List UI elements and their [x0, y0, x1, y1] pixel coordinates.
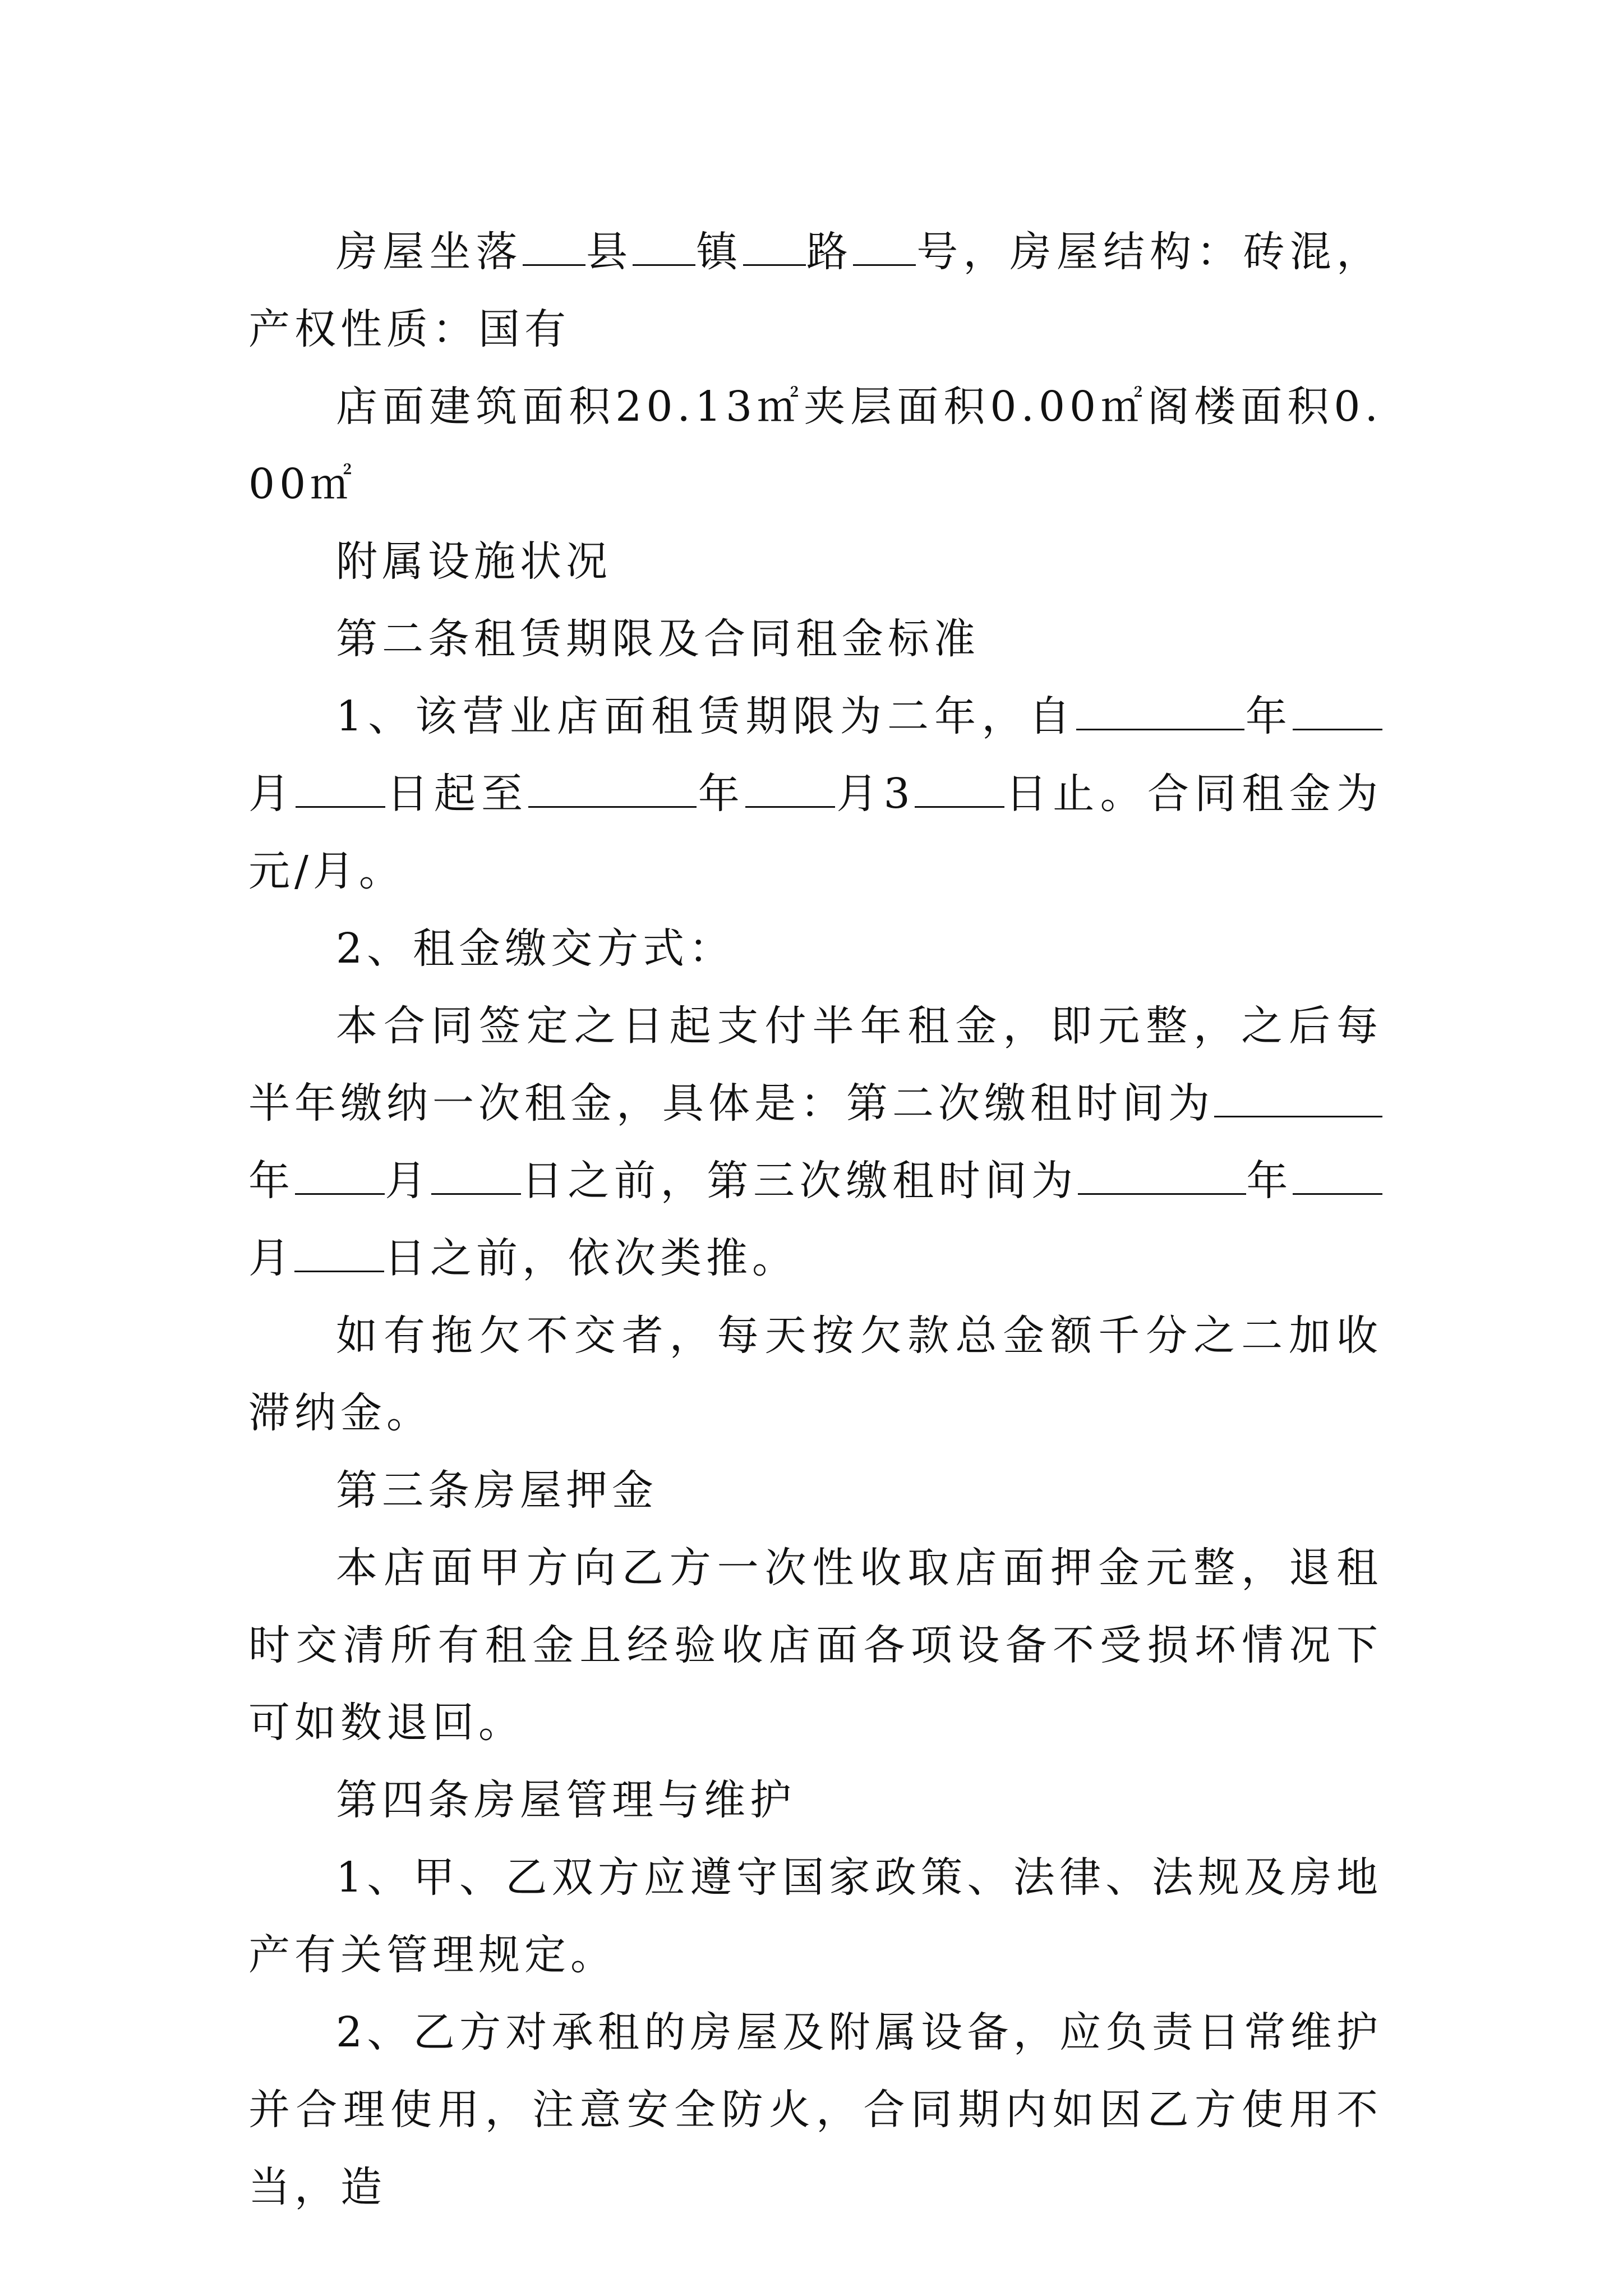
text: 月: [248, 770, 296, 818]
paragraph-maintenance: 2、乙方对承租的房屋及附属设备，应负责日常维护并合理使用，注意安全防火，合同期内如因乙方使用不当，造: [248, 2008, 1382, 2211]
paragraph-area: 店面建筑面积20.13㎡夹层面积0.00㎡阁楼面积0.00㎡: [248, 383, 1382, 508]
text: 日之前，第三次缴租时间为: [521, 1157, 1078, 1205]
text: 日之前，依次类推。: [384, 1234, 798, 1282]
text: 路: [805, 228, 854, 276]
blank-underline: [743, 229, 806, 266]
blank-underline: [295, 1158, 385, 1195]
paragraph-compliance: 1、甲、乙双方应遵守国家政策、法律、法规及房地产有关管理规定。: [248, 1853, 1382, 1979]
paragraph-deposit: 本店面甲方向乙方一次性收取店面押金元整，退租时交清所有租金且经验收店面各项设备不受损坏情况下可如数退回。: [248, 1544, 1382, 1747]
text: 本合同签定之日起支付半年租金，即元整，之后每半年缴纳一次租金，具体是：第二次缴租时间为: [248, 1002, 1382, 1128]
document-body: [248, 213, 1382, 2226]
text: 月: [384, 1157, 432, 1205]
blank-underline: [523, 229, 585, 266]
text: 年: [697, 770, 746, 818]
blank-underline: [915, 771, 1004, 808]
blank-underline: [1214, 1081, 1382, 1117]
text: 镇: [695, 228, 743, 276]
blank-underline: [296, 771, 385, 808]
paragraph-facilities: 附属设施状况: [336, 537, 612, 586]
blank-underline: [633, 229, 695, 266]
heading-article-2: 第二条租赁期限及合同租金标准: [336, 615, 980, 663]
paragraph-property-location: [248, 213, 1382, 368]
blank-underline: [1293, 1158, 1382, 1195]
blank-underline: [528, 771, 697, 808]
blank-underline: [1076, 694, 1244, 730]
text: 1、该营业店面租赁期限为二年，自: [336, 692, 1076, 740]
blank-underline: [1293, 694, 1382, 730]
paragraph-late-fee: 如有拖欠不交者，每天按欠款总金额千分之二加收滞纳金。: [248, 1312, 1382, 1437]
heading-article-3: 第三条房屋押金: [336, 1466, 658, 1515]
blank-underline: [853, 229, 916, 266]
text: 月: [248, 1234, 294, 1282]
paragraph-payment-schedule: [248, 987, 1382, 1297]
paragraph-lease-term: [248, 678, 1382, 910]
blank-underline: [745, 771, 835, 808]
blank-underline: [1078, 1158, 1246, 1195]
text: 日止。合同租金为元/月。: [248, 770, 1383, 895]
text: 号，房屋结构：砖混，产权性质：国有: [248, 228, 1383, 353]
text: 年: [1244, 692, 1293, 740]
text: 日起至: [385, 770, 529, 818]
text: 年: [1246, 1157, 1293, 1205]
heading-article-4: 第四条房屋管理与维护: [336, 1776, 796, 1824]
text: 月3: [835, 770, 915, 818]
text: 县: [585, 228, 633, 276]
text: 房屋坐落: [336, 228, 523, 276]
blank-underline: [294, 1236, 384, 1272]
paragraph-payment-method: 2、租金缴交方式：: [336, 924, 735, 973]
text: 年: [248, 1157, 295, 1205]
blank-underline: [431, 1158, 521, 1195]
